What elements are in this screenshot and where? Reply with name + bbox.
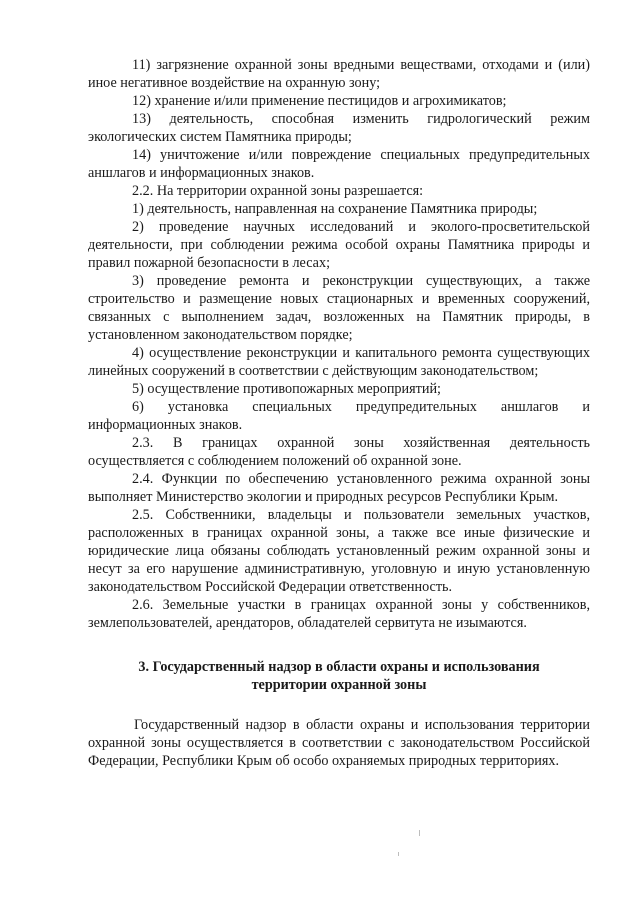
paragraph-item-11: 11) загрязнение охранной зоны вредными веществами, отходами и (или) иное негативное воздействие на охранную зону; xyxy=(88,57,590,91)
scan-mark xyxy=(398,852,399,856)
scan-mark xyxy=(419,830,420,836)
paragraph-item-12: 12) хранение и/или применение пестицидов и агрохимикатов; xyxy=(132,93,507,109)
paragraph-allowed-5: 5) осуществление противопожарных мероприятий; xyxy=(132,381,441,397)
section-3-heading-line-1: 3. Государственный надзор в области охраны и использования xyxy=(138,659,540,675)
paragraph-item-13: 13) деятельность, способная изменить гидрологический режим экологических систем Памятника природы; xyxy=(88,111,590,145)
paragraph-2-4: 2.4. Функции по обеспечению установленного режима охранной зоны выполняет Министерство экологии и природных ресурсов Республики Крым. xyxy=(88,471,590,505)
paragraph-allowed-3: 3) проведение ремонта и реконструкции существующих, а также строительство и размещение новых стационарных и временных сооружений, связанных с выполнением задач, возложенных на Памятник природы, в установленном законодательством порядке; xyxy=(88,273,590,343)
section-3-heading-line-2: территории охранной зоны xyxy=(251,677,427,693)
paragraph-allowed-1: 1) деятельность, направленная на сохранение Памятника природы; xyxy=(132,201,538,217)
paragraph-allowed-6: 6) установка специальных предупредительных аншлагов и информационных знаков. xyxy=(88,399,590,433)
paragraph-2-3: 2.3. В границах охранной зоны хозяйственная деятельность осуществляется с соблюдением положений об охранной зоне. xyxy=(88,435,590,469)
section-3-heading xyxy=(88,658,590,694)
paragraph-2-2: 2.2. На территории охранной зоны разрешается: xyxy=(132,183,424,199)
spacer xyxy=(88,694,590,716)
document-page xyxy=(88,56,590,770)
paragraph-2-5: 2.5. Собственники, владельцы и пользователи земельных участков, расположенных в границах охранной зоны, а также все иные физические и юридические лица обязаны соблюдать установленный режим охранной зоны и несут за его нарушение административную, уголовную и иную установленную законодательством Российской Федерации ответственность. xyxy=(88,507,590,595)
paragraph-2-6: 2.6. Земельные участки в границах охранной зоны у собственников, землепользователей, арендаторов, обладателей сервитута не изымаются. xyxy=(88,597,590,631)
paragraph-allowed-4: 4) осуществление реконструкции и капитального ремонта существующих линейных сооружений в соответствии с действующим законодательством; xyxy=(88,345,590,379)
paragraph-item-14: 14) уничтожение и/или повреждение специальных предупредительных аншлагов и информационных знаков. xyxy=(88,147,590,181)
section-3-body: Государственный надзор в области охраны и использования территории охранной зоны осуществляется в соответствии с законодательством Российской Федерации, Республики Крым об особо охраняемых природных территориях. xyxy=(88,717,590,769)
paragraph-allowed-2: 2) проведение научных исследований и эколого-просветительской деятельности, при соблюдении режима особой охраны Памятника природы и правил пожарной безопасности в лесах; xyxy=(88,219,590,271)
